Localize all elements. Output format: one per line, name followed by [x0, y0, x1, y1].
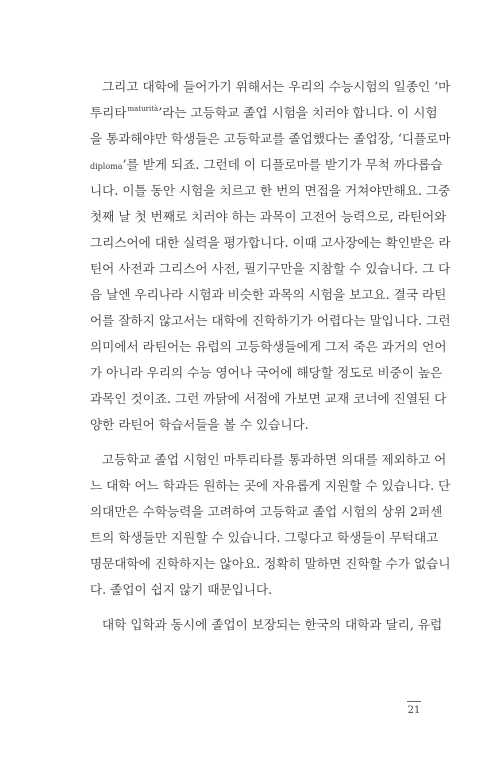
text-line: 의대만은 수학능력을 고려하여 고등학교 졸업 시험의 상위 2퍼센	[90, 504, 443, 519]
text-line	[90, 100, 438, 126]
text-line: 을 통과해야만 학생들은 고등학교를 졸업했다는 졸업장, ‘디플로마	[90, 131, 451, 146]
text-line: 명문대학에 진학하지는 않아요. 정확히 말하면 진학할 수가 없습니	[90, 556, 451, 571]
text-line: 그리스어에 대한 실력을 평가합니다. 이때 고사장에는 확인받은 라	[90, 235, 451, 250]
text-span: ’를 받게 되죠. 그런데 이 디플로마를 받기가 무척 까다롭습	[122, 157, 443, 172]
text-line: 고등학교 졸업 시험인 마투리타를 통과하면 의대를 제외하고 어	[102, 452, 447, 467]
text-line: 그리고 대학에 들어가기 위해서는 우리의 수능시험의 일종인 ‘마	[102, 79, 451, 94]
text-line: 어를 잘하지 않고서는 대학에 진학하기가 어렵다는 말입니다. 그런	[90, 313, 451, 328]
page-number	[402, 701, 426, 716]
text-line: 다. 졸업이 쉽지 않기 때문입니다.	[90, 582, 273, 597]
inline-annotation: diploma	[90, 162, 123, 171]
superscript-annotation: maturità	[127, 105, 159, 113]
text-line: 양한 라틴어 학습서들을 볼 수 있습니다.	[90, 417, 309, 432]
text-line: 느 대학 어느 학과든 원하는 곳에 자유롭게 지원할 수 있습니다. 단	[90, 478, 451, 493]
text-line: 틴어 사전과 그리스어 사전, 필기구만을 지참할 수 있습니다. 그 다	[90, 261, 451, 276]
text-line: 첫째 날 첫 번째로 치러야 하는 과목이 고전어 능력으로, 라틴어와	[90, 209, 447, 224]
text-span: ’라는 고등학교 졸업 시험을 치러야 합니다. 이 시험	[158, 105, 438, 120]
text-span: 투리타	[90, 105, 127, 120]
text-line	[90, 152, 443, 178]
text-line: 트의 학생들만 지원할 수 있습니다. 그렇다고 학생들이 무턱대고	[90, 530, 439, 545]
body-text	[90, 74, 451, 638]
text-line: 니다. 이틀 동안 시험을 치르고 한 번의 면접을 거쳐야만해요. 그중	[90, 183, 451, 198]
page-number-text: 21	[407, 705, 421, 716]
text-line: 대학 입학과 동시에 졸업이 보장되는 한국의 대학과 달리, 유럽	[102, 617, 443, 632]
text-line: 가 아니라 우리의 수능 영어나 국어에 해당할 정도로 비중이 높은	[90, 365, 443, 380]
text-line: 음 날엔 우리나라 시험과 비슷한 과목의 시험을 보고요. 결국 라틴	[90, 287, 447, 302]
page-number-rule	[407, 701, 421, 702]
text-line: 의미에서 라틴어는 유럽의 고등학생들에게 그저 죽은 과거의 언어	[90, 339, 447, 354]
text-line: 과목인 것이죠. 그런 까닭에 서점에 가보면 교재 코너에 진열된 다	[90, 391, 447, 406]
